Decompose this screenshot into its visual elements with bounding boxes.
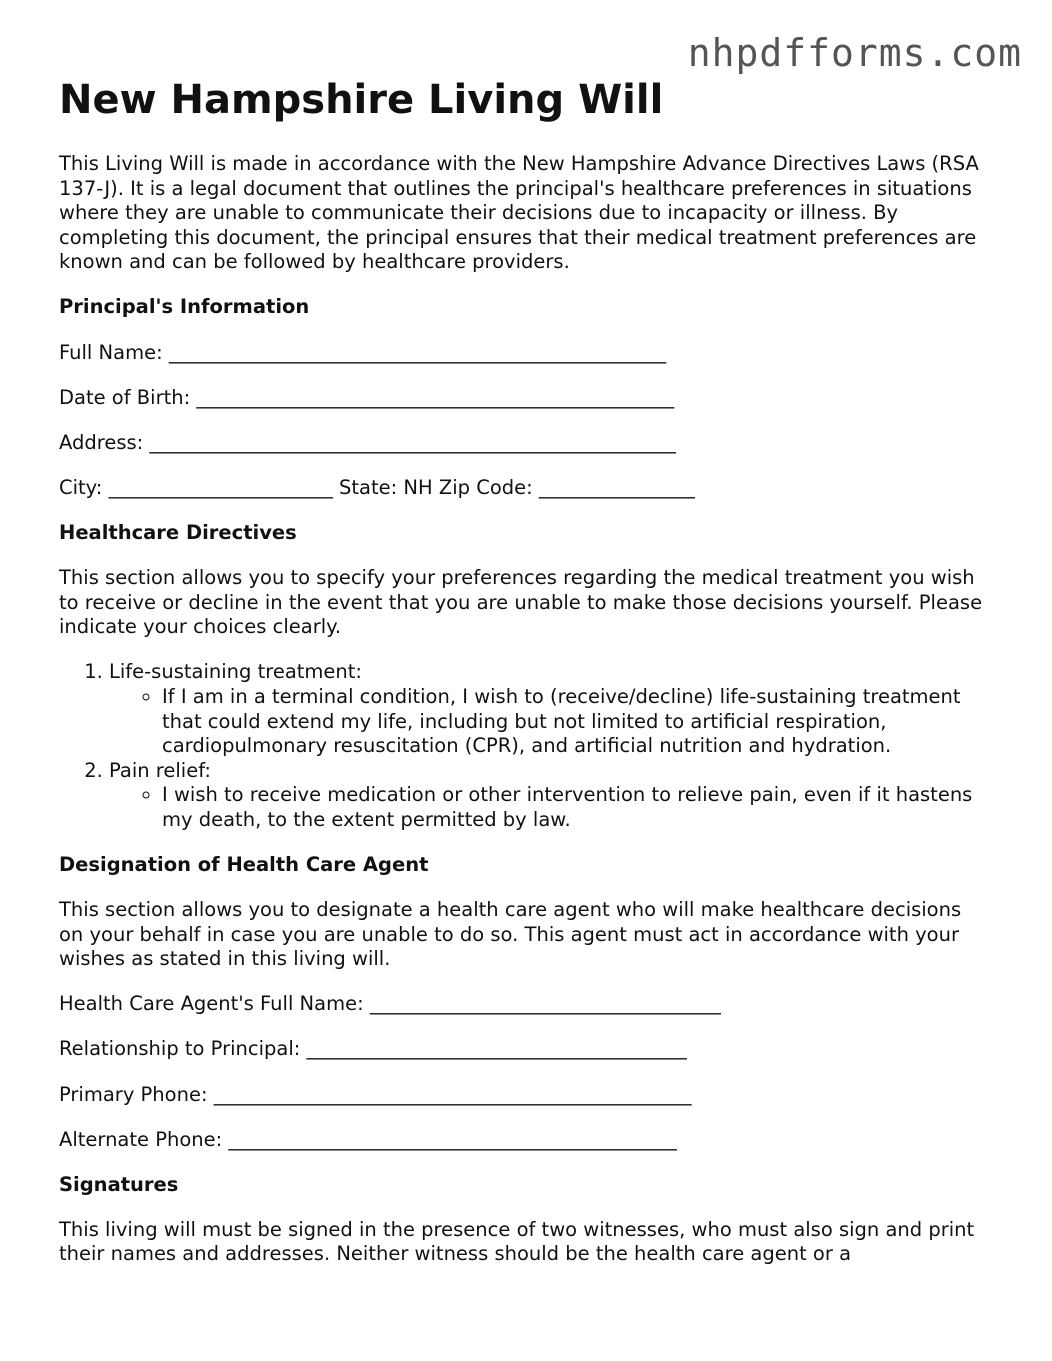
site-watermark: nhpdfforms.com [687, 31, 1022, 75]
directive-sublist [109, 783, 989, 832]
intro-paragraph: This Living Will is made in accordance with the New Hampshire Advance Directives Laws (RSA 137-J). It is a legal document that outlines the principal's healthcare preferences in situations where they are unable to communicate their decisions due to incapacity or illness. By completing this document, the principal ensures that their medical treatment preferences are known and can be followed by healthcare providers. [59, 152, 979, 274]
agent-full-name-field[interactable]: Health Care Agent's Full Name: ____________________________________ [59, 992, 721, 1016]
agent-heading: Designation of Health Care Agent [59, 852, 429, 876]
signatures-paragraph: This living will must be signed in the presence of two witnesses, who must also sign and print their names and addresses. Neither witness should be the health care agent or a [59, 1217, 975, 1266]
directives-paragraph: This section allows you to specify your preferences regarding the medical treatment you wish to receive or decline in the event that you are unable to make those decisions yourself. Please indicate your choices clearly. [59, 566, 983, 639]
directive-item-label: Life-sustaining treatment: [109, 660, 362, 684]
principal-full-name-field[interactable]: Full Name: ___________________________________________________ [59, 340, 667, 364]
directive-item-label: Pain relief: [109, 758, 211, 782]
principal-dob-field[interactable]: Date of Birth: _________________________________________________ [59, 385, 675, 409]
directive-subitem: ◦ I wish to receive medication or other intervention to relieve pain, even if it hastens my death, to the extent permitted by law. [162, 783, 989, 832]
directive-item-life-sustaining [109, 660, 989, 758]
agent-primary-phone-field[interactable]: Primary Phone: _________________________________________________ [59, 1082, 692, 1106]
document-title: New Hampshire Living Will [59, 77, 664, 123]
principal-heading: Principal's Information [59, 295, 310, 319]
principal-city-state-zip-field[interactable]: City: _______________________ State: NH Zip Code: ________________ [59, 475, 695, 499]
directives-heading: Healthcare Directives [59, 520, 297, 544]
directive-sublist [109, 685, 989, 759]
document-body [59, 152, 989, 1288]
directives-list [59, 660, 989, 832]
signatures-heading: Signatures [59, 1172, 179, 1196]
directive-subitem: ◦ If I am in a terminal condition, I wish to (receive/decline) life-sustaining treatment that could extend my life, including but not limited to artificial respiration, cardiopulmonary resuscitation (CPR), and artificial nutrition and hydration. [162, 685, 989, 759]
agent-alternate-phone-field[interactable]: Alternate Phone: ______________________________________________ [59, 1127, 677, 1151]
directive-item-pain-relief [109, 759, 989, 833]
principal-address-field[interactable]: Address: ______________________________________________________ [59, 430, 676, 454]
agent-paragraph: This section allows you to designate a health care agent who will make healthcare decisions on your behalf in case you are unable to do so. This agent must act in accordance with your wishes as stated in this living will. [59, 898, 962, 971]
agent-relationship-field[interactable]: Relationship to Principal: _______________________________________ [59, 1037, 687, 1061]
